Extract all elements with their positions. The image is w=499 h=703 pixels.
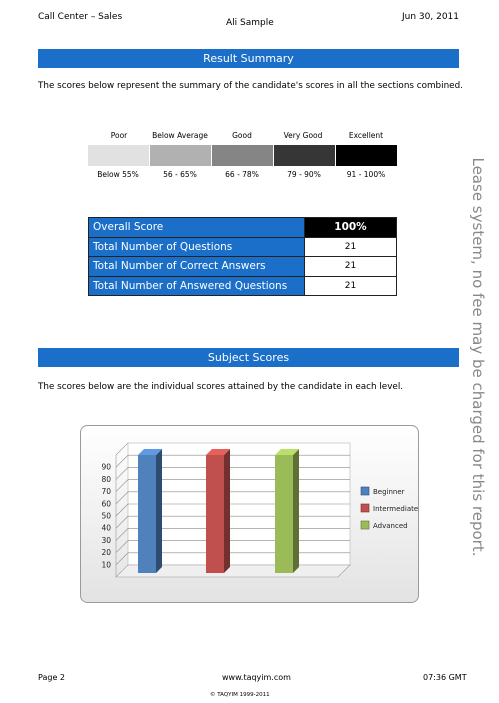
bar-side — [156, 449, 162, 573]
y-tick-label: 80 — [101, 474, 111, 484]
y-tick-label: 50 — [101, 511, 111, 521]
scale-label: Below Average — [152, 131, 208, 140]
y-tick-label: 40 — [101, 523, 111, 533]
answered-questions-label: Total Number of Answered Questions — [89, 276, 305, 296]
table-row — [89, 218, 397, 238]
y-tick-label: 60 — [101, 499, 111, 509]
table-row — [89, 276, 397, 296]
answered-questions-value: 21 — [305, 276, 397, 296]
scale-swatch — [212, 145, 273, 166]
table-row — [89, 257, 397, 277]
subject-scores-title: Subject Scores — [38, 348, 459, 367]
table-row — [89, 237, 397, 257]
score-table — [88, 217, 397, 296]
subject-scores-chart — [80, 425, 419, 603]
bar-side — [293, 449, 299, 573]
report-title: Call Center – Sales — [38, 12, 123, 22]
scale-range: 91 - 100% — [346, 170, 386, 179]
total-questions-value: 21 — [305, 237, 397, 257]
y-tick-label: 30 — [101, 535, 111, 545]
scale-swatch — [336, 145, 397, 166]
copyright: © TAQYIM 1999-2011 — [210, 692, 270, 698]
footer-time: 07:36 GMT — [423, 673, 467, 682]
bar-intermediate — [206, 455, 224, 573]
overall-score-label: Overall Score — [89, 218, 305, 238]
result-summary-description: The scores below represent the summary of the candidate's scores in all the sections combined. — [38, 81, 463, 91]
scale-label: Good — [232, 131, 252, 140]
legend-swatch — [361, 521, 369, 529]
scale-swatch — [274, 145, 335, 166]
footer-url[interactable]: www.taqyim.com — [222, 673, 291, 682]
overall-score-value: 100% — [305, 218, 397, 238]
legend-label: Beginner — [373, 488, 405, 496]
legend-label: Advanced — [373, 522, 408, 530]
y-tick-label: 20 — [101, 548, 111, 558]
watermark-text: Lease system, no fee may be charged for this report. — [469, 157, 487, 557]
scale-swatch — [150, 145, 211, 166]
scale-range: Below 55% — [97, 170, 139, 179]
scale-label: Very Good — [283, 131, 323, 140]
bar-side — [224, 449, 230, 573]
legend-label: Intermediate — [373, 505, 419, 513]
scale-label: Excellent — [348, 131, 384, 140]
y-tick-label: 70 — [101, 487, 111, 497]
subject-scores-description: The scores below are the individual scores attained by the candidate in each level. — [38, 382, 404, 392]
candidate-name: Ali Sample — [226, 18, 274, 28]
y-tick-label: 10 — [101, 560, 111, 570]
scale-label: Poor — [110, 131, 128, 140]
legend-swatch — [361, 487, 369, 495]
bar-beginner — [138, 455, 156, 573]
result-summary-title: Result Summary — [38, 49, 459, 68]
correct-answers-label: Total Number of Correct Answers — [89, 257, 305, 277]
page-number: Page 2 — [38, 673, 65, 682]
scale-range: 66 - 78% — [225, 170, 259, 179]
correct-answers-value: 21 — [305, 257, 397, 277]
bar-advanced — [275, 455, 293, 573]
report-date: Jun 30, 2011 — [402, 12, 460, 22]
y-axis — [101, 463, 111, 570]
total-questions-label: Total Number of Questions — [89, 237, 305, 257]
scale-range: 56 - 65% — [163, 170, 197, 179]
scale-swatch — [88, 145, 149, 166]
legend-swatch — [361, 504, 369, 512]
scale-range: 79 - 90% — [287, 170, 321, 179]
y-tick-label: 90 — [101, 462, 111, 472]
